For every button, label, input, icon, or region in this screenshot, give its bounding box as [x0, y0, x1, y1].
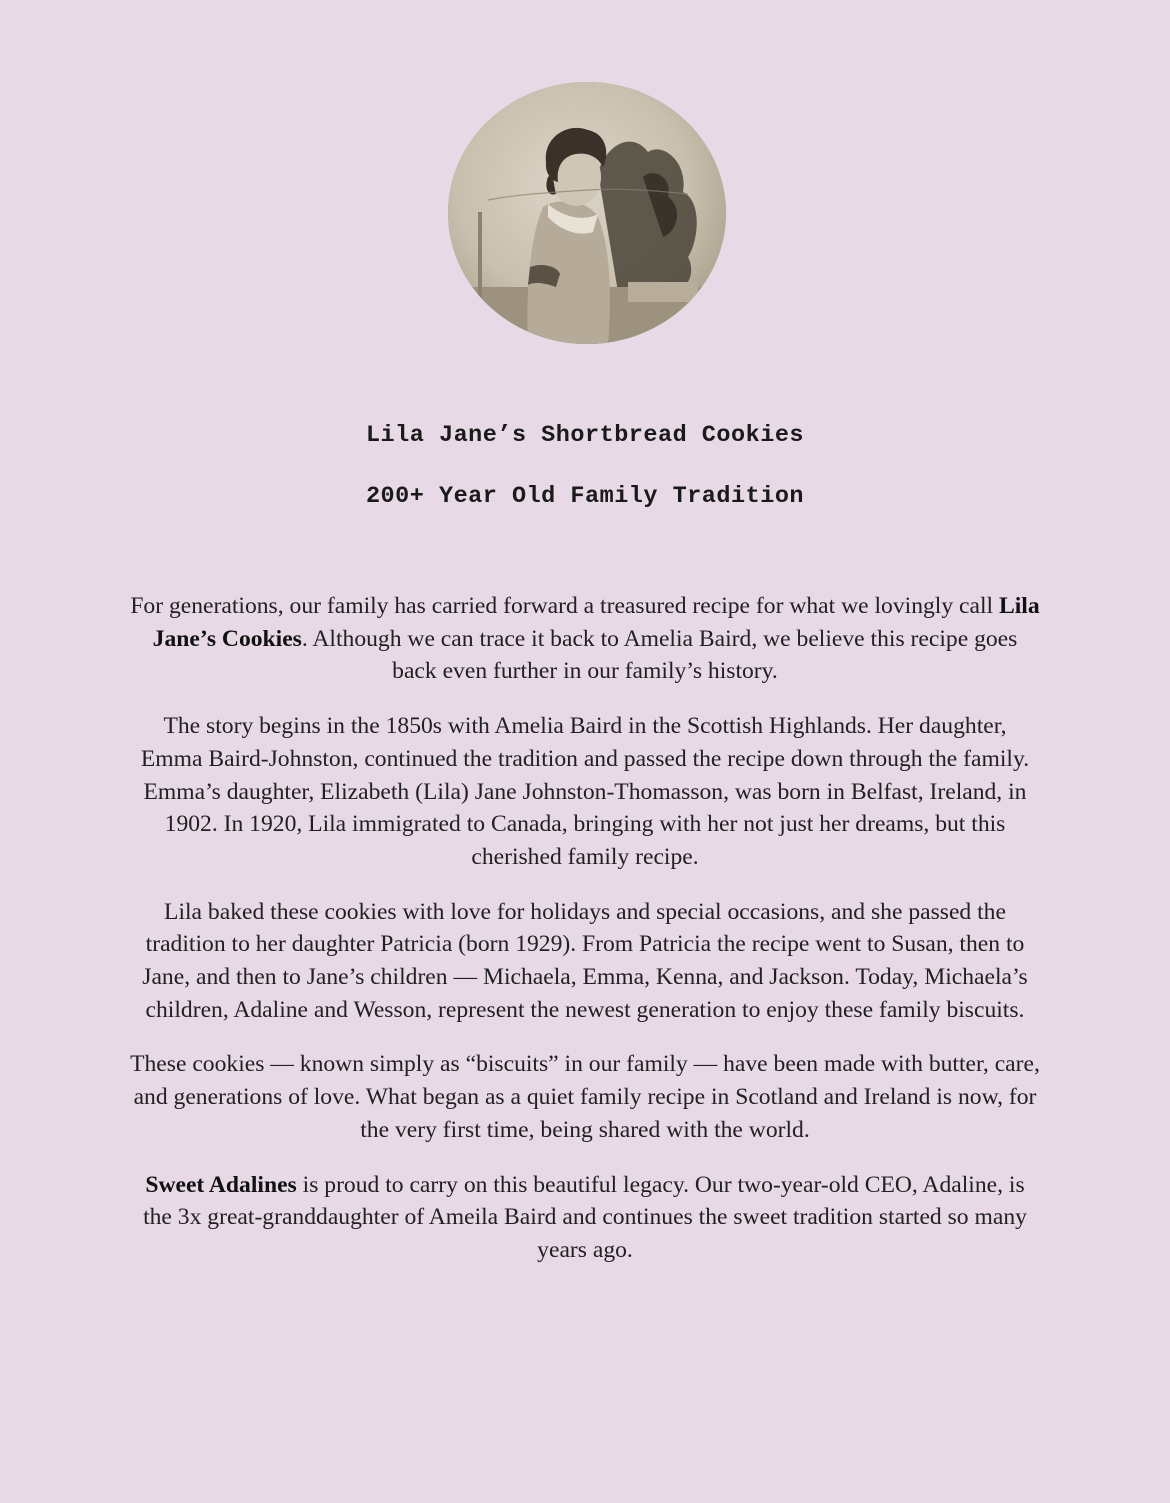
paragraph-legacy	[130, 1169, 1040, 1267]
paragraph-history: The story begins in the 1850s with Amelia Baird in the Scottish Highlands. Her daughter, Emma Baird-Johnston, continued the tradition and passed the recipe down through the family. Emma’s daughter, Elizabeth (Lila) Jane Johnston-Thomasson, was born in Belfast, Ireland, in 1902. In 1920, Lila immigrated to Canada, bringing with her not just her dreams, but this cherished family recipe.	[140, 713, 1030, 870]
lila-jane-cookies-bold: Lila Jane’s Cookies	[152, 593, 1040, 652]
paragraph-intro	[130, 590, 1040, 688]
page-subtitle: 200+ Year Old Family Tradition	[365, 483, 805, 510]
paragraph-intro-text-2: . Although we can trace it back to Amelia Baird, we believe this recipe goes back even further in our family’s history.	[301, 625, 1018, 685]
paragraph-biscuits: These cookies — known simply as “biscuits” in our family — have been made with butter, care, and generations of love. What began as a quiet family recipe in Scotland and Ireland is now, for the very first time, being shared with the world.	[130, 1051, 1040, 1143]
story-body	[130, 590, 1040, 1289]
vintage-portrait-photo	[448, 82, 726, 344]
page-title: Lila Jane’s Shortbread Cookies	[365, 422, 805, 449]
paragraph-legacy-text: is proud to carry on this beautiful legacy. Our two-year-old CEO, Adaline, is the 3x great-granddaughter of Ameila Baird and continues the sweet tradition started so many years ago.	[143, 1171, 1027, 1263]
sweet-adalines-bold: Sweet Adalines	[145, 1171, 297, 1198]
paragraph-intro-text-1: For generations, our family has carried forward a treasured recipe for what we lovingly call	[130, 593, 1000, 619]
portrait-photo-icon	[448, 82, 726, 344]
paragraph-generations: Lila baked these cookies with love for holidays and special occasions, and she passed the tradition to her daughter Patricia (born 1929). From Patricia the recipe went to Susan, then to Jane, and then to Jane’s children — Michaela, Emma, Kenna, and Jackson. Today, Michaela’s children, Adaline and Wesson, represent the newest generation to enjoy these family biscuits.	[142, 898, 1028, 1023]
